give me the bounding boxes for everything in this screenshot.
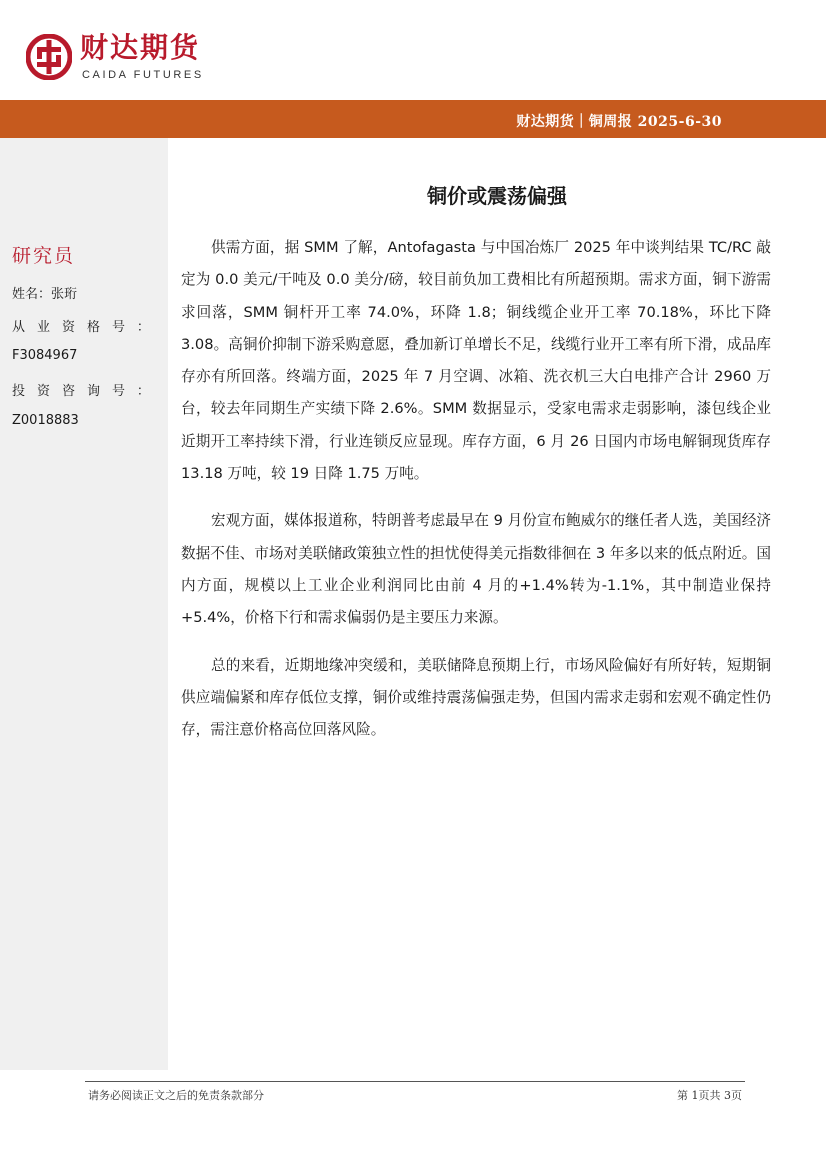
disclaimer-note: 请务必阅读正文之后的免责条款部分	[88, 1089, 264, 1102]
label-char: ：	[136, 384, 150, 399]
label-char: 格	[86, 320, 100, 335]
investment-advisory-number: Z0018883	[12, 413, 79, 428]
paragraph-macro: 宏观方面，媒体报道称，特朗普考虑最早在 9 月份宣布鲍威尔的继任者人选，美国经济数据不佳、市场对美联储政策独立性的担忧使得美元指数徘徊在 3 年多以来的低点附近。国内方面，规模以上工业企业利润同比由前 4 月的+1.4%转为-1.1%，其中制造业保持+5.4%，价格下行和需求偏弱仍是主要压力来源。	[181, 512, 771, 627]
qualification-label	[12, 316, 150, 335]
header-band	[0, 100, 826, 138]
brand-name-cn: 财达期货	[80, 31, 201, 64]
qualification-number: F3084967	[12, 348, 78, 363]
researcher-name: 姓名：张珩	[12, 287, 78, 302]
page-number: 第 1页共 3页	[677, 1089, 742, 1102]
label-char: 从	[12, 320, 26, 335]
footer-divider	[85, 1081, 745, 1082]
paragraph-supply-demand: 供需方面，据 SMM 了解，Antofagasta 与中国冶炼厂 2025 年中谈判结果 TC/RC 敲定为 0.0 美元/干吨及 0.0 美分/磅，较目前负加工费相比有所超预期。需求方面，铜下游需求回落，SMM 铜杆开工率 74.0%，环降 1.8；铜线缆企业开工率 70.18%，环比下降 3.08。高铜价抑制下游采购意愿，叠加新订单增长不足，线缆行业开工率有所下滑，成品库存亦有所回落。终端方面，2025 年 7 月空调、冰箱、洗衣机三大白电排产合计 2960 万台，较去年同期生产实绩下降 2.6%。SMM 数据显示，受家电需求走弱影响，漆包线企业近期开工率持续下滑，行业连锁反应显现。库存方面，6 月 26 日国内市场电解铜现货库存 13.18 万吨，较 19 日降 1.75 万吨。	[181, 239, 771, 483]
sidebar	[0, 138, 168, 1070]
label-char: 资	[61, 320, 75, 335]
label-char: 询	[86, 384, 100, 399]
label-char: 咨	[61, 384, 75, 399]
label-char: 号	[111, 320, 125, 335]
label-char: ：	[136, 320, 150, 335]
label-char: 业	[36, 320, 50, 335]
label-char: 号	[111, 384, 125, 399]
page-header	[0, 0, 826, 100]
label-char: 资	[36, 384, 50, 399]
investment-advisory-label	[12, 380, 150, 399]
paragraph-summary: 总的来看，近期地缘冲突缓和，美联储降息预期上行，市场风险偏好有所好转，短期铜供应端偏紧和库存低位支撑，铜价或维持震荡偏强走势，但国内需求走弱和宏观不确定性仍存，需注意价格高位回落风险。	[181, 656, 771, 739]
label-char: 投	[12, 384, 26, 399]
report-label: 财达期货｜铜周报 2025-6-30	[516, 114, 722, 130]
article-body	[181, 232, 771, 761]
brand-name-en: CAIDA FUTURES	[82, 69, 204, 81]
caida-logo-icon	[26, 34, 72, 80]
researcher-heading: 研究员	[12, 245, 76, 267]
article-title: 铜价或震荡偏强	[427, 184, 567, 208]
